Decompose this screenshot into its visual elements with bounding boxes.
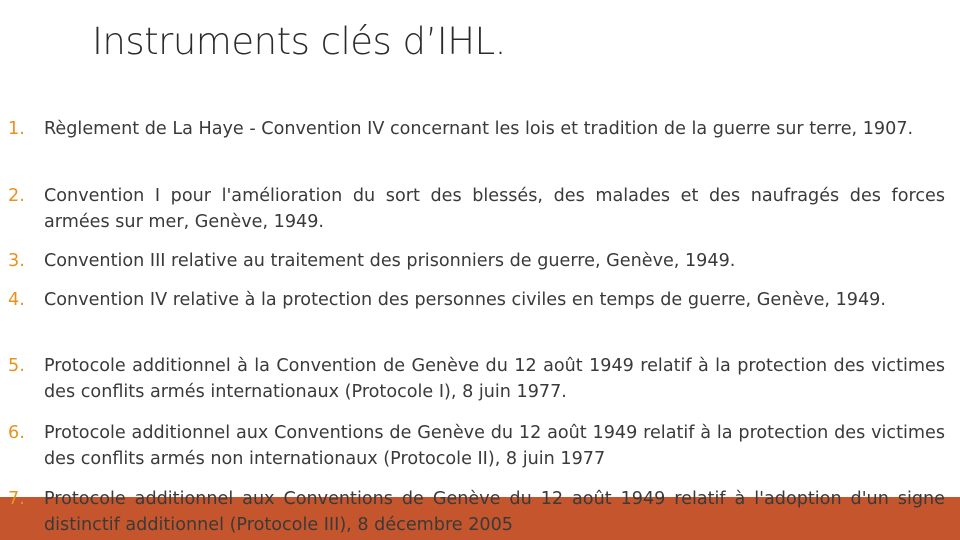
- list-item: [8, 486, 945, 538]
- list-item: [8, 353, 945, 405]
- list-item: [8, 420, 945, 472]
- list-item: [8, 248, 945, 274]
- list-item: [8, 183, 945, 235]
- slide-title: Instruments clés d’IHL.: [92, 20, 506, 63]
- list-item-number: 5.: [8, 356, 25, 376]
- list-item-number: 7.: [8, 489, 25, 509]
- list-item: [8, 287, 945, 313]
- list-item-text: Convention III relative au traitement des prisonniers de guerre, Genève, 1949.: [44, 251, 736, 271]
- list-item: [8, 116, 945, 142]
- list-item-text: Protocole additionnel aux Conventions de Genève du 12 août 1949 relatif à la protection des victimes des conflits armés non internationaux (Protocole II), 8 juin 1977: [44, 423, 945, 469]
- list-item-text: Convention I pour l'amélioration du sort des blessés, des malades et des naufragés des forces armées sur mer, Genève, 1949.: [44, 186, 945, 232]
- list-item-text: Protocole additionnel aux Conventions de Genève du 12 août 1949 relatif à l'adoption d'un signe distinctif additionnel (Protocole III), 8 décembre 2005: [44, 489, 945, 535]
- list-item-text: Protocole additionnel à la Convention de Genève du 12 août 1949 relatif à la protection des victimes des conflits armés internationaux (Protocole I), 8 juin 1977.: [44, 356, 945, 402]
- list-item-number: 3.: [8, 251, 25, 271]
- list-item-number: 4.: [8, 290, 25, 310]
- list-item-text: Règlement de La Haye - Convention IV concernant les lois et tradition de la guerre sur terre, 1907.: [44, 119, 914, 139]
- list-item-number: 6.: [8, 423, 25, 443]
- list-item-number: 1.: [8, 119, 25, 139]
- list-item-number: 2.: [8, 186, 25, 206]
- list-item-text: Convention IV relative à la protection des personnes civiles en temps de guerre, Genève, 1949.: [44, 290, 886, 310]
